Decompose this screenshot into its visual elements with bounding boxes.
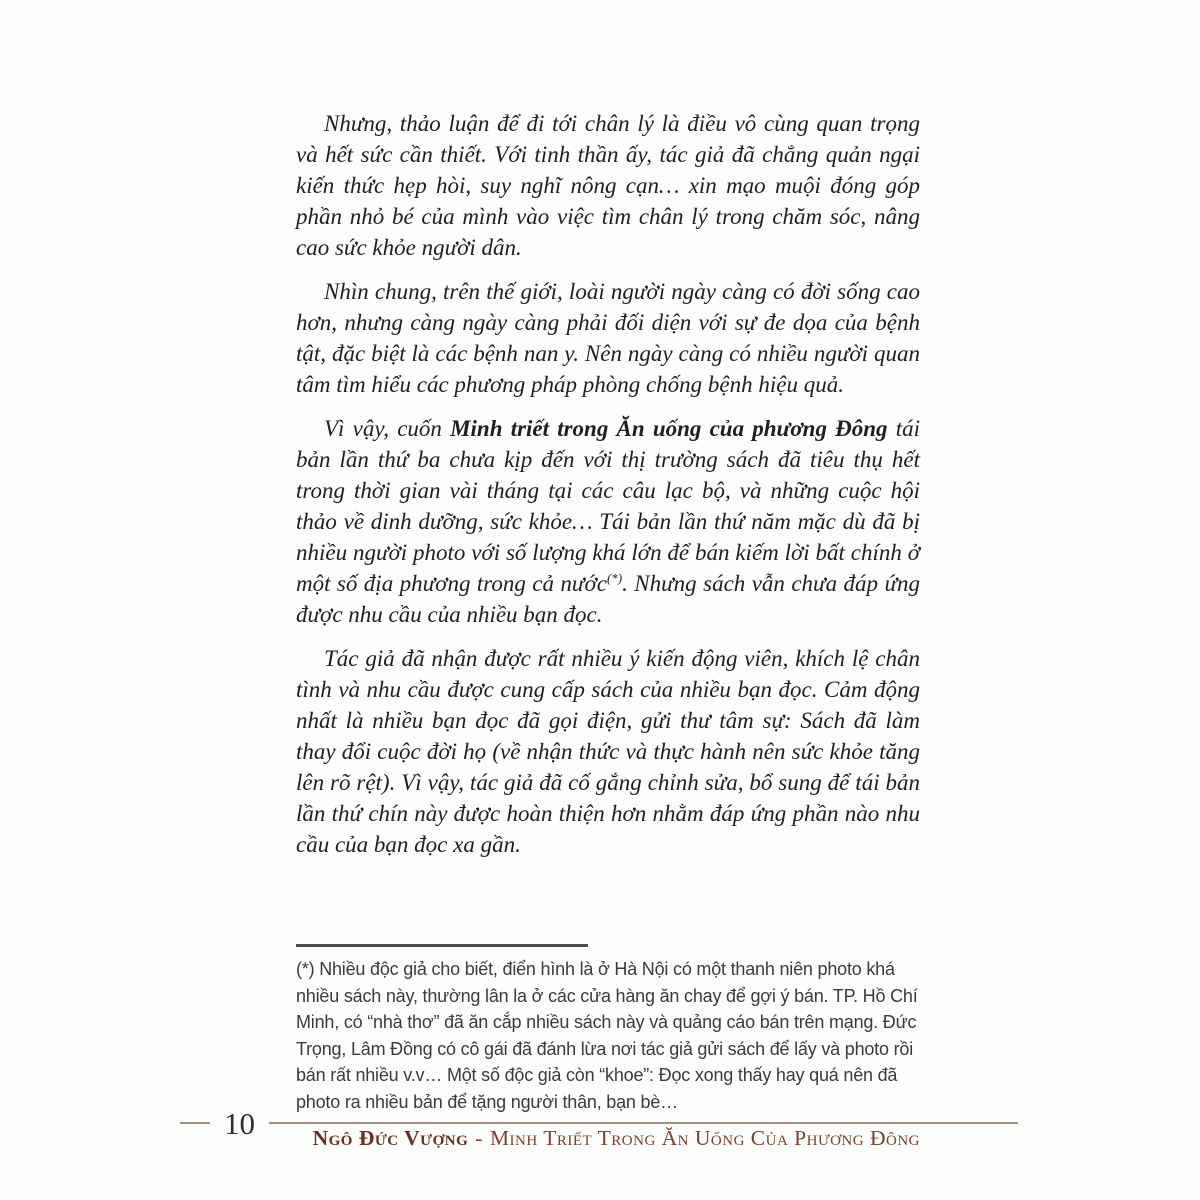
footnote-marker: (*)	[606, 570, 623, 586]
footnote	[296, 944, 924, 1115]
paragraph-text: tái bản lần thứ ba chưa kịp đến với thị trường sách đã tiêu thụ hết trong thời gian vài tháng tại các câu lạc bộ, và những cuộc hội thảo về dinh dưỡng, sức khỏe… Tái bản lần thứ năm mặc dù đã bị nhiều người photo với số lượng khá lớn để bán kiếm lời bất chính ở một số địa phương trong cả nước	[296, 416, 921, 596]
footer-dash-left	[180, 1122, 210, 1124]
paragraph-text: Vì vậy, cuốn	[324, 416, 451, 441]
paragraph	[296, 276, 920, 400]
paragraph-text: Nhìn chung, trên thế giới, loài người ngày càng có đời sống cao hơn, nhưng càng ngày càng phải đối diện với sự đe dọa của bệnh tật, đặc biệt là các bệnh nan y. Nên ngày càng có nhiều người quan tâm tìm hiểu các phương pháp phòng chống bệnh hiệu quả.	[296, 279, 920, 397]
footnote-divider	[296, 944, 588, 947]
footer-separator: -	[475, 1126, 483, 1150]
book-title-inline: Minh triết trong Ăn uống của phương Đông	[450, 416, 888, 441]
paragraph-text: . Nhưng sách vẫn chưa đáp ứng được nhu cầu của nhiều bạn đọc.	[296, 571, 920, 627]
paragraph	[296, 643, 920, 860]
paragraph-text: Tác giả đã nhận được rất nhiều ý kiến động viên, khích lệ chân tình và nhu cầu được cung cấp sách của nhiều bạn đọc. Cảm động nhất là nhiều bạn đọc đã gọi điện, gửi thư tâm sự: Sách đã làm thay đổi cuộc đời họ (về nhận thức và thực hành nên sức khỏe tăng lên rõ rệt). Vì vậy, tác giả đã cố gắng chỉnh sửa, bổ sung để tái bản lần thứ chín này được hoàn thiện hơn nhằm đáp ứng phần nào nhu cầu của bạn đọc xa gần.	[296, 646, 920, 857]
footer-book-title: Minh Triết Trong Ăn Uống Của Phương Đông	[489, 1126, 920, 1150]
footer-author: Ngô Đức Vượng	[312, 1126, 469, 1150]
running-footer	[313, 1126, 920, 1151]
paragraph	[296, 413, 920, 630]
body-text	[296, 108, 920, 873]
page-number: 10	[224, 1105, 255, 1141]
paragraph	[296, 108, 920, 263]
paragraph-text: Nhưng, thảo luận để đi tới chân lý là điều vô cùng quan trọng và hết sức cần thiết. Với tinh thần ấy, tác giả đã chẳng quản ngại kiến thức hẹp hòi, suy nghĩ nông cạn… xin mạo muội đóng góp phần nhỏ bé của mình vào việc tìm chân lý trong chăm sóc, nâng cao sức khỏe người dân.	[296, 111, 920, 260]
footnote-text: (*) Nhiều độc giả cho biết, điển hình là ở Hà Nội có một thanh niên photo khá nhiều sách này, thường lân la ở các cửa hàng ăn chay để gợi ý bán. TP. Hồ Chí Minh, có “nhà thơ” đã ăn cắp nhiều sách này và quảng cáo bán trên mạng. Đức Trọng, Lâm Đồng có cô gái đã đánh lừa nơi tác giả gửi sách để lấy và photo rồi bán rất nhiều v.v… Một số độc giả còn “khoe”: Đọc xong thấy hay quá nên đã photo ra nhiều bản để tặng người thân, bạn bè…	[296, 959, 918, 1112]
footer-line	[269, 1122, 1018, 1124]
